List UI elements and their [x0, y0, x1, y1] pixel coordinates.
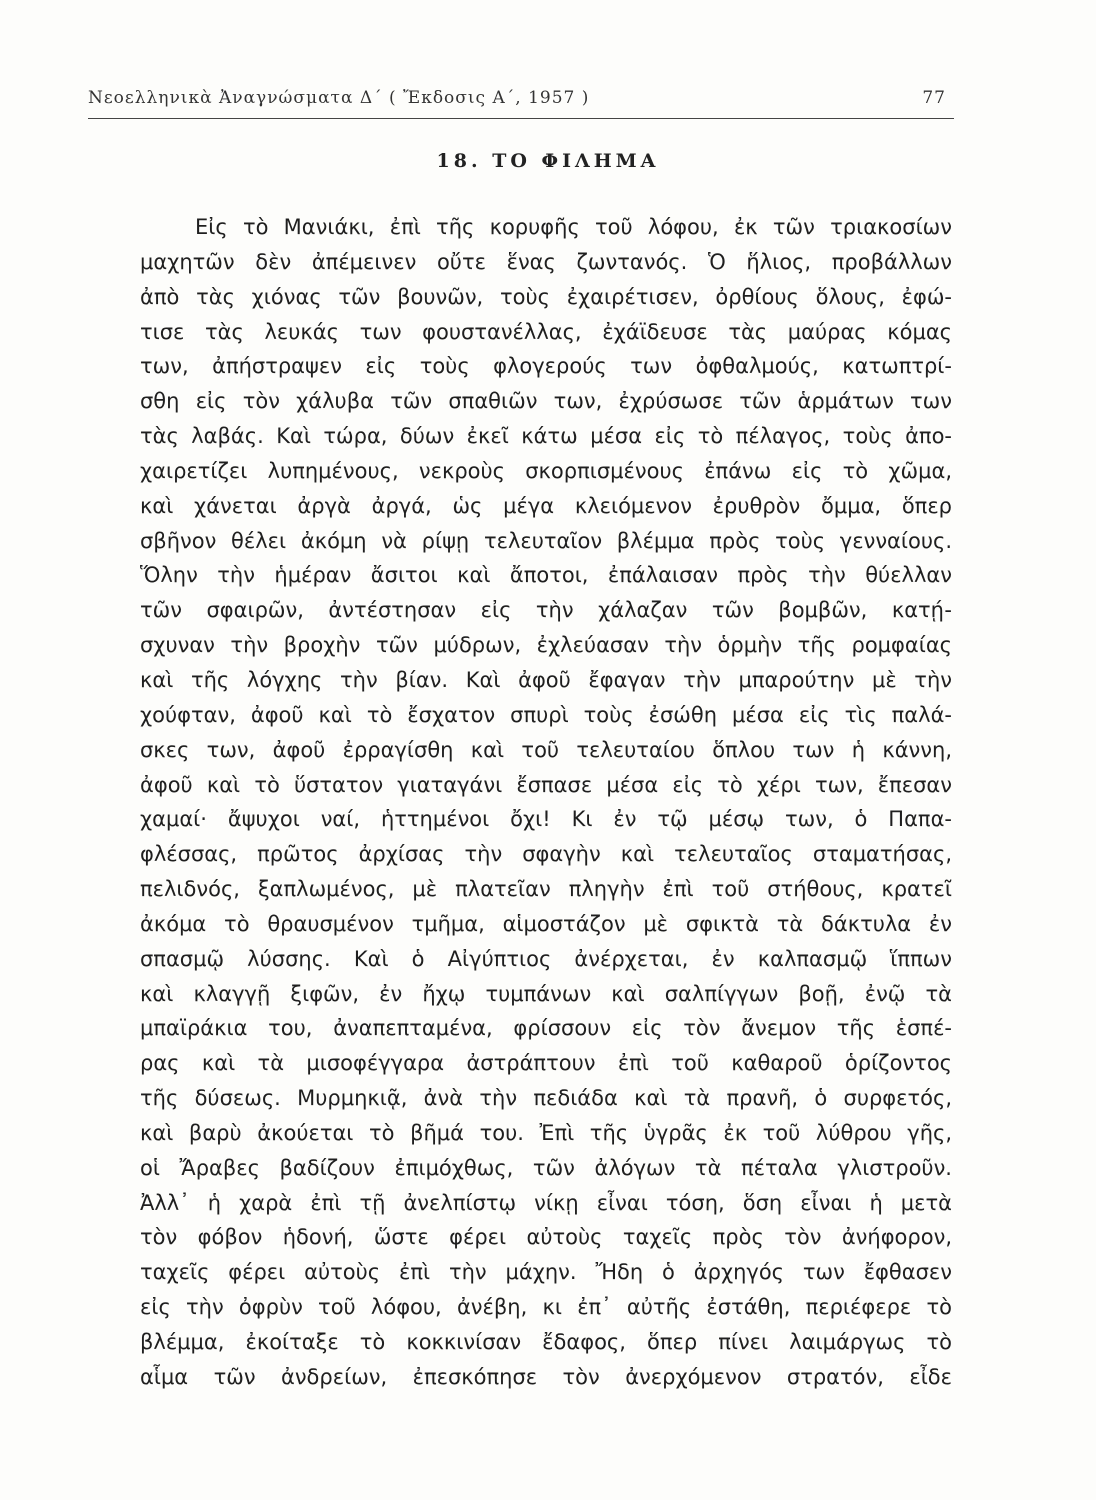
- chapter-title: 18. ΤΟ ΦΙΛΗΜΑ: [436, 150, 660, 172]
- text-line: ρας καὶ τὰ μισοφέγγαρα ἀστράπτουν ἐπὶ τοῦ καθαροῦ ὁρίζοντος: [140, 1051, 952, 1076]
- text-line: Εἰς τὸ Μανιάκι, ἐπὶ τῆς κορυφῆς τοῦ λόφου, ἐκ τῶν τριακοσίων: [195, 215, 952, 239]
- text-line: τῶν σφαιρῶν, ἀντέστησαν εἰς τὴν χάλαζαν τῶν βομβῶν, κατῄ-: [140, 598, 952, 623]
- text-line: μπαϊράκια του, ἀναπεπταμένα, φρίσσουν εἰς τὸν ἄνεμον τῆς ἑσπέ-: [140, 1016, 952, 1041]
- text-line: τῆς δύσεως. Μυρμηκιᾷ, ἀνὰ τὴν πεδιάδα καὶ τὰ πρανῆ, ὁ συρφετός,: [140, 1086, 952, 1111]
- text-line: σβῆνον θέλει ἀκόμη νὰ ρίψῃ τελευταῖον βλέμμα πρὸς τοὺς γενναίους.: [140, 528, 952, 553]
- text-line: πελιδνός, ξαπλωμένος, μὲ πλατεῖαν πληγὴν ἐπὶ τοῦ στήθους, κρατεῖ: [140, 877, 952, 902]
- text-line: σθη εἰς τὸν χάλυβα τῶν σπαθιῶν των, ἐχρύσωσε τῶν ἁρμάτων των: [140, 389, 952, 414]
- page-number: 77: [922, 88, 946, 108]
- text-line: χούφταν, ἀφοῦ καὶ τὸ ἔσχατον σπυρὶ τοὺς ἐσώθη μέσα εἰς τὶς παλά-: [140, 702, 952, 727]
- header-divider: [88, 118, 954, 119]
- text-line: τὸν φόβον ἡδονή, ὥστε φέρει αὐτοὺς ταχεῖς πρὸς τὸν ἀνήφορον,: [140, 1225, 952, 1250]
- text-line: σπασμῷ λύσσης. Καὶ ὁ Αἰγύπτιος ἀνέρχεται, ἐν καλπασμῷ ἵππων: [140, 946, 952, 971]
- text-line: τὰς λαβάς. Καὶ τώρα, δύων ἐκεῖ κάτω μέσα εἰς τὸ πέλαγος, τοὺς ἀπο-: [140, 424, 952, 449]
- text-line: χαιρετίζει λυπημένους, νεκροὺς σκορπισμένους ἐπάνω εἰς τὸ χῶμα,: [140, 458, 952, 483]
- text-line: Ἀλλ᾽ ἡ χαρὰ ἐπὶ τῇ ἀνελπίστῳ νίκῃ εἶναι τόση, ὅση εἶναι ἡ μετὰ: [140, 1190, 952, 1215]
- text-line: μαχητῶν δὲν ἀπέμεινεν οὔτε ἕνας ζωντανός. Ὁ ἥλιος, προβάλλων: [140, 249, 952, 274]
- text-line: οἱ Ἄραβες βαδίζουν ἐπιμόχθως, τῶν ἀλόγων τὰ πέταλα γλιστροῦν.: [140, 1155, 952, 1180]
- text-line: ταχεῖς φέρει αὐτοὺς ἐπὶ τὴν μάχην. Ἤδη ὁ ἀρχηγός των ἔφθασεν: [140, 1260, 952, 1285]
- running-title: Νεοελληνικὰ Ἀναγνώσματα Δ΄ ( Ἔκδοσις Α΄, 1957 ): [88, 88, 590, 108]
- text-line: καὶ χάνεται ἀργὰ ἀργά, ὡς μέγα κλειόμενον ἐρυθρὸν ὄμμα, ὅπερ: [140, 493, 952, 518]
- text-line: σχυναν τὴν βροχὴν τῶν μύδρων, ἐχλεύασαν τὴν ὁρμὴν τῆς ρομφαίας: [140, 633, 952, 658]
- text-line: βλέμμα, ἐκοίταξε τὸ κοκκινίσαν ἔδαφος, ὅπερ πίνει λαιμάργως τὸ: [140, 1330, 952, 1354]
- text-line: σκες των, ἀφοῦ ἐρραγίσθη καὶ τοῦ τελευταίου ὅπλου των ἡ κάννη,: [140, 737, 952, 762]
- text-line: εἰς τὴν ὀφρὺν τοῦ λόφου, ἀνέβη, κι ἐπ᾽ αὐτῆς ἐστάθη, περιέφερε τὸ: [140, 1295, 952, 1320]
- running-header: [88, 82, 960, 112]
- text-line: καὶ κλαγγῇ ξιφῶν, ἐν ἤχῳ τυμπάνων καὶ σαλπίγγων βοῇ, ἐνῷ τὰ: [140, 981, 952, 1006]
- text-line: Ὅλην τὴν ἡμέραν ἄσιτοι καὶ ἄποτοι, ἐπάλαισαν πρὸς τὴν θύελλαν: [140, 563, 952, 588]
- text-line: καὶ βαρὺ ἀκούεται τὸ βῆμά του. Ἐπὶ τῆς ὑγρᾶς ἐκ τοῦ λύθρου γῆς,: [140, 1120, 952, 1145]
- text-line: τισε τὰς λευκάς των φουστανέλλας, ἐχάϊδευσε τὰς μαύρας κόμας: [140, 319, 952, 344]
- text-line: φλέσσας, πρῶτος ἀρχίσας τὴν σφαγὴν καὶ τελευταῖος σταματήσας,: [140, 842, 952, 867]
- body-text: [140, 210, 952, 1395]
- text-line: ἀκόμα τὸ θραυσμένον τμῆμα, αἱμοστάζον μὲ σφικτὰ τὰ δάκτυλα ἐν: [140, 911, 952, 936]
- text-line: καὶ τῆς λόγχης τὴν βίαν. Καὶ ἀφοῦ ἔφαγαν τὴν μπαρούτην μὲ τὴν: [140, 667, 952, 692]
- text-line: χαμαί· ἄψυχοι ναί, ἡττημένοι ὄχι! Κι ἐν τῷ μέσῳ των, ὁ Παπα-: [140, 807, 952, 832]
- text-line: ἀπὸ τὰς χιόνας τῶν βουνῶν, τοὺς ἐχαιρέτισεν, ὀρθίους ὅλους, ἐφώ-: [140, 284, 952, 309]
- text-line: αἷμα τῶν ἀνδρείων, ἐπεσκόπησε τὸν ἀνερχόμενον στρατόν, εἶδε: [140, 1364, 952, 1389]
- text-line: των, ἀπήστραψεν εἰς τοὺς φλογερούς των ὀφθαλμούς, κατωπτρί-: [140, 354, 952, 379]
- text-line: ἀφοῦ καὶ τὸ ὕστατον γιαταγάνι ἔσπασε μέσα εἰς τὸ χέρι των, ἔπεσαν: [140, 772, 952, 797]
